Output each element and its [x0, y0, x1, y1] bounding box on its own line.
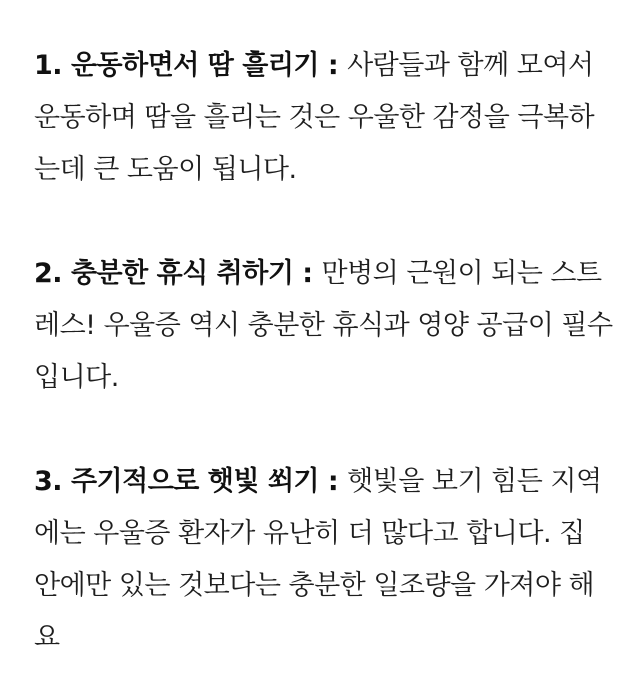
tip-heading: 1. 운동하면서 땀 흘리기 :: [34, 50, 348, 81]
tip-item-rest: [34, 248, 614, 404]
tip-item-sunlight: [34, 456, 614, 664]
tip-body: 만병의 근원이 되는 스트레스! 우울증 역시 충분한 휴식과 영양 공급이 필수입니다.: [34, 258, 613, 393]
tips-document: [34, 40, 614, 664]
tip-body: 햇빛을 보기 힘든 지역에는 우울증 환자가 유난히 더 많다고 합니다. 집 안에만 있는 것보다는 충분한 일조량을 가져야 해요: [34, 466, 602, 653]
tip-body: 사람들과 함께 모여서 운동하며 땀을 흘리는 것은 우울한 감정을 극복하는데 큰 도움이 됩니다.: [34, 50, 595, 185]
tip-heading: 2. 충분한 휴식 취하기 :: [34, 258, 322, 289]
tip-heading: 3. 주기적으로 햇빛 쐬기 :: [34, 466, 348, 497]
tip-item-exercise: [34, 40, 614, 196]
